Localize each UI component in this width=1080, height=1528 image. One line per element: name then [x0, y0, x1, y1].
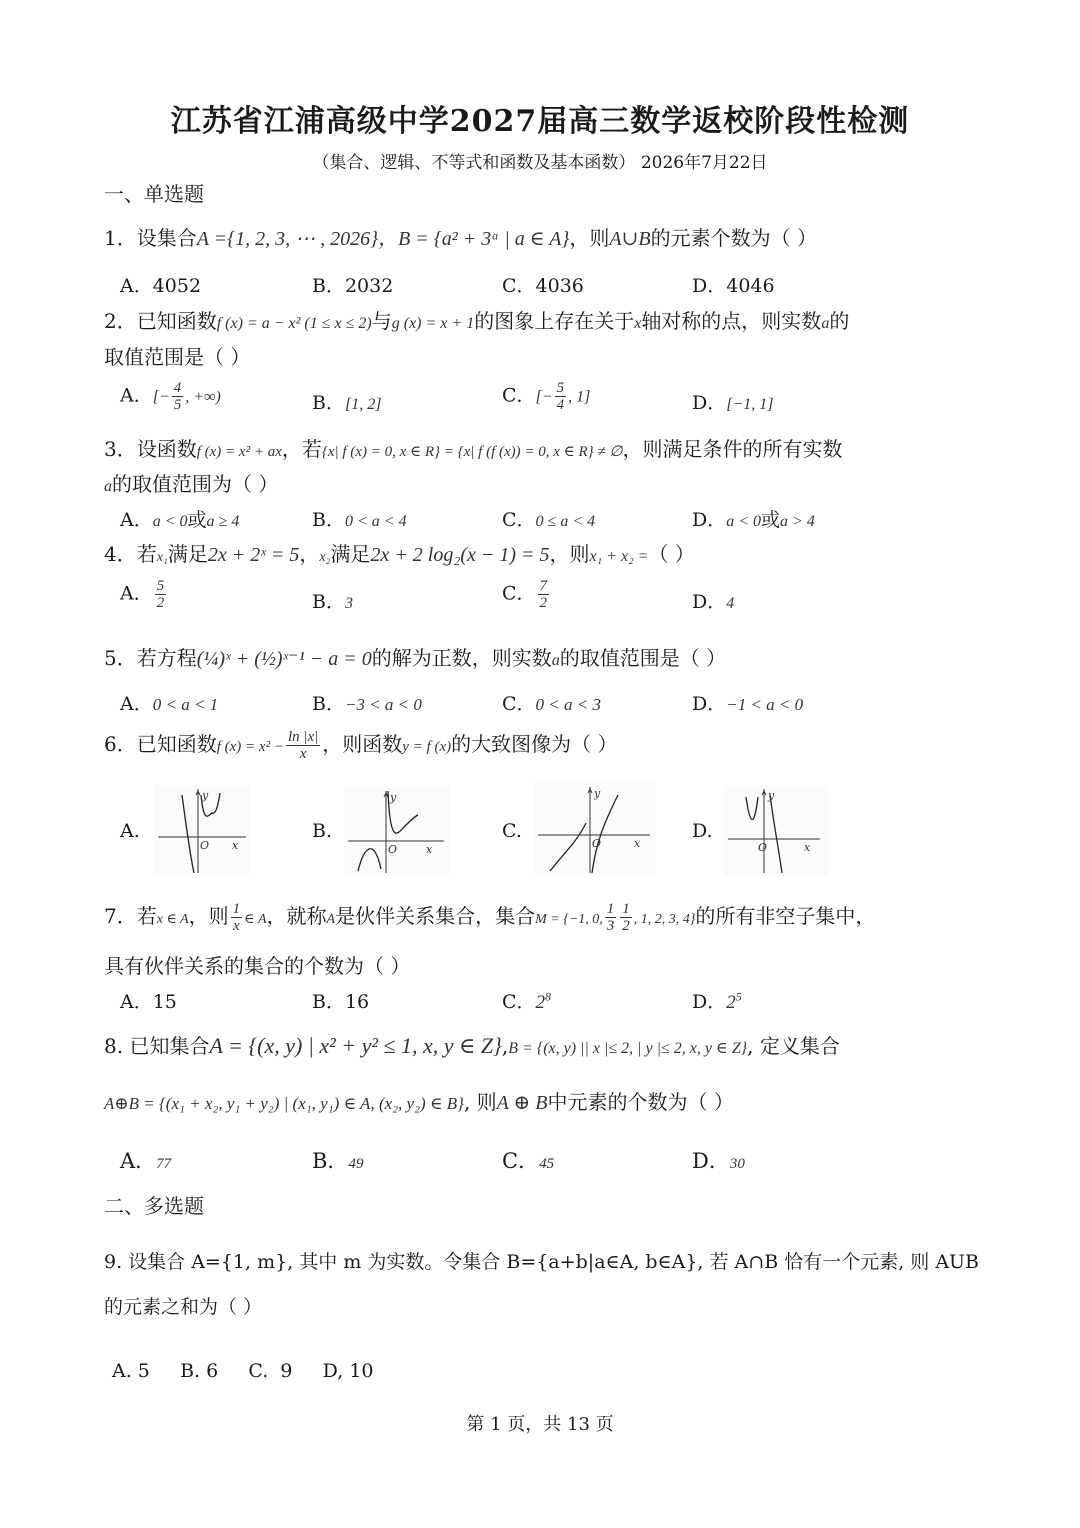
q6-graph-c	[534, 783, 656, 875]
q3-text: 的取值范围为（ ）	[112, 472, 279, 496]
q7-m4-n2: 1	[622, 901, 630, 917]
q2-x: x	[634, 315, 642, 332]
q2-text: 轴对称的点，则实数	[641, 309, 822, 333]
q7-option-c-exp: 8	[545, 989, 552, 1004]
q2-option-c-num: 5	[556, 380, 565, 396]
q2-option-c-post: , 1]	[568, 388, 591, 406]
q6-graph-b-origin: O	[388, 843, 398, 856]
q9-options: A. 5 B. 6 C. 9 D, 10	[112, 1360, 374, 1382]
q7-text: ，则	[188, 904, 229, 928]
q6-f-den: x	[299, 746, 307, 762]
q6-label-a: A.	[120, 820, 140, 842]
q2-option-d	[692, 388, 773, 415]
q8-set-a: A = {(x, y) | x² + y² ≤ 1, x, y ∈ Z}	[209, 1033, 502, 1058]
q2-line2: 取值范围是（ ）	[104, 345, 251, 369]
q3-option-c-value: 0 ≤ a < 4	[535, 513, 596, 530]
q7-m2-num: 1	[232, 901, 241, 917]
q2-option-a	[120, 380, 221, 413]
q1-option-d: D．4046	[692, 275, 775, 297]
q7-option-d-exp: 5	[735, 989, 742, 1004]
q4-option-c	[502, 578, 551, 611]
q4-x1: x₁	[156, 550, 168, 565]
q5-option-c-value: 0 < a < 3	[535, 695, 601, 714]
q7-option-d-base: 2	[726, 992, 736, 1013]
q8-option-label: A．	[120, 1149, 157, 1173]
q3-line2	[104, 468, 278, 497]
q4-option-b-value: 3	[344, 595, 353, 612]
q3-text: 3．设函数	[104, 437, 197, 461]
q8-option-d	[692, 1145, 745, 1175]
q4-option-d-value: 4	[726, 595, 735, 612]
q3-option-d-or: 或	[761, 509, 781, 531]
q4-option-a-num: 5	[156, 578, 165, 594]
q6-graph-c-x-label: x	[634, 837, 641, 850]
q6-text: ，则函数	[322, 732, 403, 756]
q7-text: 是伙伴关系集合，集合	[335, 904, 536, 928]
q6-text: 6．已知函数	[104, 732, 217, 756]
q5-option-d	[692, 689, 803, 716]
q2-option-c-den: 4	[556, 397, 565, 413]
q2-option-d-value: [−1, 1]	[726, 396, 774, 413]
q1-option-b: B．2032	[312, 275, 394, 297]
q8-option-label: D．	[692, 1149, 730, 1173]
q8-text: , 则	[463, 1090, 497, 1114]
q8-option-a-value: 77	[156, 1156, 172, 1172]
q3-option-a	[120, 505, 239, 532]
q3-option-a-m1: a < 0	[152, 513, 188, 530]
q4-option-label: B．	[312, 591, 345, 613]
q4-text: 4．若	[104, 542, 157, 566]
q4-x2: x₂	[319, 550, 331, 565]
q6-graph-d-y-label: y	[768, 789, 775, 802]
q3-text: ，则满足条件的所有实数	[622, 437, 843, 461]
q7-m4-n1: 1	[606, 901, 615, 917]
q1-text: ，则	[569, 226, 610, 250]
q6-text: 的大致图像为（ ）	[451, 732, 618, 756]
q5-option-label: B．	[312, 693, 345, 715]
q4-eq1: 2x + 2ˣ = 5	[207, 544, 300, 566]
q1-union: A∪B	[609, 228, 651, 250]
q1-option-c: C．4036	[502, 275, 584, 297]
q8-option-c-value: 45	[539, 1156, 555, 1172]
q4-option-c-num: 7	[539, 578, 548, 594]
q6-graph-b-x-label: x	[426, 843, 433, 856]
q8-option-label: B．	[312, 1149, 349, 1173]
q4-option-label: D．	[692, 591, 727, 613]
q3-option-b-value: 0 < a < 4	[344, 513, 407, 530]
question-7	[104, 900, 875, 934]
q8-set-b: B = {(x, y) || x |≤ 2, | y |≤ 2, x, y ∈ Z}	[508, 1040, 748, 1057]
q3-option-b	[312, 505, 407, 532]
q2-f: f (x) = a − x² (1 ≤ x ≤ 2)	[216, 315, 372, 332]
q3-option-label: A．	[120, 509, 153, 531]
q3-option-a-or: 或	[187, 509, 207, 531]
q5-option-b-value: −3 < a < 0	[344, 695, 422, 714]
q7-option-label: C．	[502, 991, 536, 1013]
q5-option-label: A．	[120, 693, 153, 715]
q5-option-c	[502, 689, 601, 716]
q2-option-c-value: [−	[535, 388, 553, 406]
q7-m3: A	[326, 912, 336, 927]
q4-option-d	[692, 587, 734, 614]
q4-option-a	[120, 578, 168, 611]
q4-option-a-den: 2	[156, 595, 165, 611]
q8-text: 8. 已知集合	[104, 1034, 210, 1058]
q7-option-d	[692, 987, 742, 1014]
q4-option-c-den: 2	[539, 595, 548, 611]
q3-condition: {x| f (x) = 0, x ∈ R} = {x| f (f (x)) = 0, x ∈ R} ≠ ∅	[321, 444, 623, 460]
q5-equation: (¼)ˣ + (½)ˣ⁻¹ − a = 0	[196, 648, 372, 670]
q7-m4-d2: 2	[622, 918, 630, 934]
q6-label-d: D.	[692, 820, 713, 842]
q6-label-c: C.	[502, 820, 522, 842]
q3-option-d-m2: a > 4	[780, 513, 815, 530]
q3-option-label: B．	[312, 509, 345, 531]
q8-option-c	[502, 1145, 554, 1175]
q1-text: 1．设集合	[104, 226, 197, 250]
q2-option-label: A．	[120, 384, 153, 407]
q6-graph-d-x-label: x	[804, 841, 811, 854]
q6-graph-d-origin: O	[758, 841, 768, 854]
q3-option-d-m1: a < 0	[726, 513, 762, 530]
q4-text: 满足	[167, 542, 208, 566]
page-subtitle: （集合、逻辑、不等式和函数及基本函数） 2026年7月22日	[312, 153, 768, 173]
q6-y: y = f (x)	[402, 739, 452, 755]
question-9: 9. 设集合 A={1, m}, 其中 m 为实数。令集合 B={a+b|a∈A, b∈A}, 若 A∩B 恰有一个元素, 则 AUB	[104, 1251, 980, 1273]
q3-option-c	[502, 505, 595, 532]
q1-set-b: B = {a² + 3ᵃ | a ∈ A}	[398, 228, 570, 250]
q4-text: 满足	[330, 542, 371, 566]
q7-option-b: B．16	[312, 991, 370, 1013]
q4-text: ，则	[549, 542, 590, 566]
q7-option-c	[502, 987, 551, 1014]
section-heading-single: 一、单选题	[104, 182, 204, 206]
q2-option-a-value: [−	[152, 388, 170, 406]
q4-text: （ ）	[648, 542, 695, 566]
q1-set-a: A ={1, 2, 3, ⋯ , 2026}，	[196, 228, 399, 250]
q2-option-label: B．	[312, 392, 345, 414]
q5-option-a	[120, 689, 218, 716]
q5-text: 的取值范围是（ ）	[559, 646, 727, 670]
q2-text: 与	[371, 309, 392, 333]
q8-text: ,	[501, 1034, 509, 1058]
q3-text: ，若	[281, 437, 322, 461]
q6-f-num: ln |x|	[287, 729, 319, 745]
q6-graph-b-y-label: y	[390, 791, 397, 804]
q6-graph-a-y-label: y	[202, 789, 209, 802]
q7-m4-d1: 3	[606, 918, 615, 934]
q6-graph-a	[154, 785, 250, 875]
question-2	[104, 305, 849, 334]
question-3	[104, 433, 842, 462]
q3-option-a-m2: a ≥ 4	[206, 513, 240, 530]
q5-text: 5．若方程	[104, 646, 197, 670]
q2-option-c	[502, 380, 590, 413]
q4-eq2: 2x + 2 log₂(x − 1) = 5	[370, 544, 550, 566]
q4-option-label: A．	[120, 582, 153, 605]
q8-text: 中元素的个数为（ ）	[547, 1090, 734, 1114]
q5-option-b	[312, 689, 422, 716]
q4-option-b	[312, 587, 353, 614]
q2-option-a-post: , +∞)	[185, 388, 221, 406]
q8-op: A ⊕ B	[496, 1092, 548, 1114]
q7-option-label: D．	[692, 991, 727, 1013]
q1-option-a: A．4052	[120, 275, 202, 297]
q7-text: 7．若	[104, 904, 157, 928]
q2-option-b	[312, 388, 381, 415]
q5-text: 的解为正数，则实数	[371, 646, 552, 670]
q6-graph-a-origin: O	[200, 839, 210, 852]
question-4	[104, 538, 695, 567]
q5-option-label: C．	[502, 693, 536, 715]
section-heading-multi: 二、多选题	[104, 1194, 204, 1218]
q8-option-b	[312, 1145, 363, 1175]
question-5	[104, 642, 726, 671]
q5-option-d-value: −1 < a < 0	[726, 695, 804, 714]
q6-graph-b	[344, 787, 450, 875]
q7-m2-den: x	[233, 918, 240, 934]
q9-line2: 的元素之和为（ ）	[104, 1296, 263, 1318]
q2-text: 的	[829, 309, 850, 333]
q7-m4-post: , 1, 2, 3, 4}	[633, 912, 696, 927]
q6-label-b: B.	[312, 820, 333, 842]
question-1	[104, 222, 817, 251]
page-footer: 第 1 页，共 13 页	[466, 1414, 614, 1435]
q5-option-a-value: 0 < a < 1	[152, 695, 219, 714]
q6-graph-a-x-label: x	[232, 839, 239, 852]
q6-graph-c-y-label: y	[594, 787, 601, 800]
q3-option-label: C．	[502, 509, 536, 531]
q8-text: , 定义集合	[747, 1034, 840, 1058]
q2-text: 2．已知函数	[104, 309, 217, 333]
q1-text: 的元素个数为（ ）	[650, 226, 817, 250]
q4-text: ，	[299, 542, 320, 566]
q7-m2-post: ∈ A	[244, 912, 267, 927]
q2-option-label: C．	[502, 384, 536, 407]
q6-graph-d	[724, 785, 828, 875]
q7-text: 的所有非空子集中，	[695, 904, 876, 928]
page-title: 江苏省江浦高级中学2027届高三数学返校阶段性检测	[170, 104, 910, 139]
q2-option-label: D．	[692, 392, 727, 414]
q3-a: a	[104, 478, 112, 495]
q8-option-label: C．	[502, 1149, 540, 1173]
q4-option-label: C．	[502, 582, 536, 605]
question-6	[104, 728, 618, 762]
q8-definition: A⊕B = {(x₁ + x₂, y₁ + y₂) | (x₁, y₁) ∈ A, (x₂, y₂) ∈ B}	[104, 1094, 464, 1113]
q2-a: a	[821, 315, 830, 332]
q7-option-c-base: 2	[535, 992, 546, 1013]
q2-g: g (x) = x + 1	[391, 315, 475, 332]
q6-graph-c-origin: O	[592, 837, 602, 850]
q2-option-a-den: 5	[173, 397, 182, 413]
q2-option-a-num: 4	[173, 380, 182, 396]
q2-option-b-value: [1, 2]	[344, 396, 382, 413]
q5-option-label: D．	[692, 693, 727, 715]
q3-f: f (x) = x² + ax	[196, 444, 282, 460]
q7-text: ，就称	[266, 904, 327, 928]
q8-option-a	[120, 1145, 171, 1175]
q4-sum: x₁ + x₂ =	[589, 548, 649, 565]
q3-option-label: D．	[692, 509, 727, 531]
q7-line2: 具有伙伴关系的集合的个数为（ ）	[104, 954, 411, 978]
q7-m4: M = {−1, 0,	[535, 912, 603, 927]
q8-line2	[104, 1086, 734, 1115]
q8-option-d-value: 30	[729, 1156, 745, 1172]
q8-option-b-value: 49	[348, 1156, 364, 1172]
q6-f: f (x) = x² −	[216, 739, 284, 755]
q2-text: 的图象上存在关于	[474, 309, 635, 333]
q5-a: a	[551, 652, 560, 669]
q7-m1: x ∈ A	[156, 912, 189, 927]
q3-option-d	[692, 505, 815, 532]
question-8	[104, 1030, 840, 1059]
q7-option-a: A．15	[120, 991, 177, 1013]
